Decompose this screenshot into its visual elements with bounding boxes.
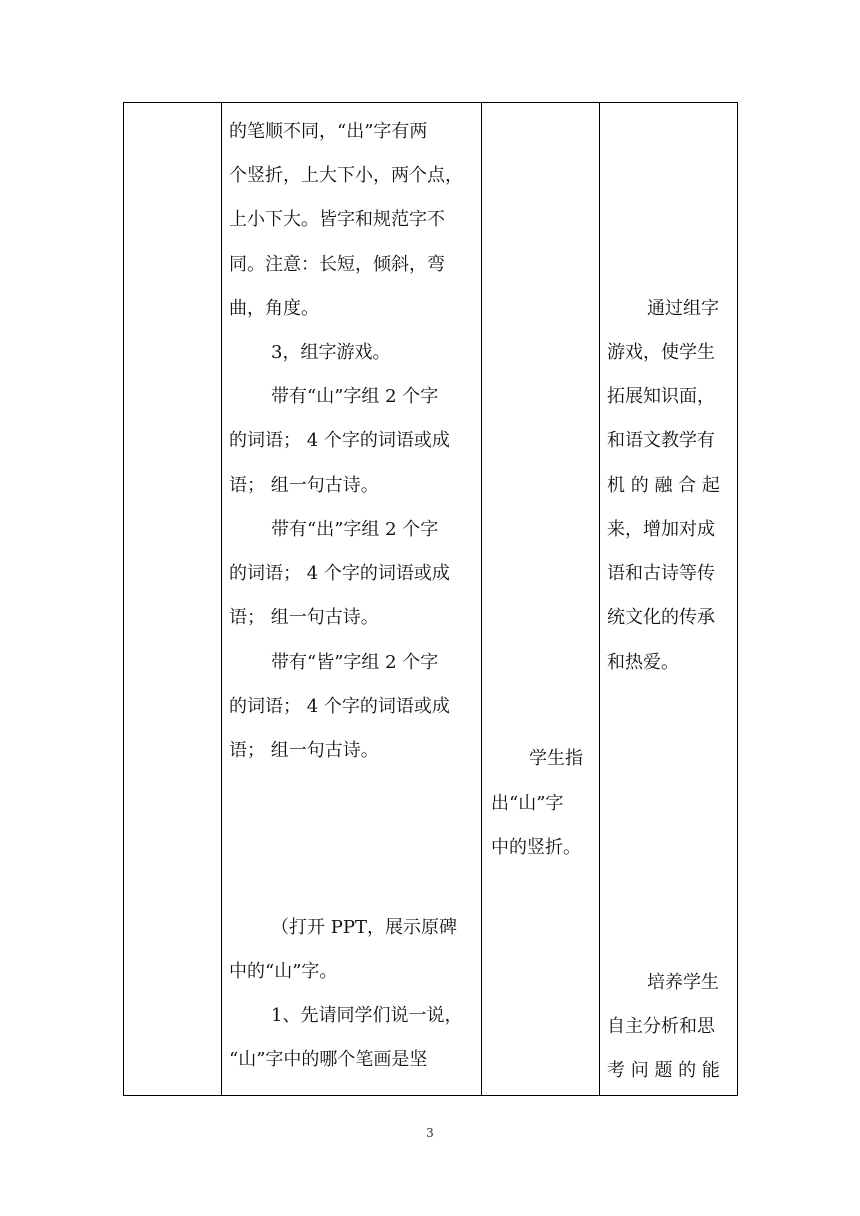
lesson-plan-table — [123, 102, 738, 1096]
student-line: 中的竖折。 — [491, 837, 581, 858]
content-line: 的词语； 4 个字的词语或成 — [229, 430, 450, 451]
content-line: 语； 组一句古诗。 — [229, 740, 379, 761]
intent-line: 来，增加对成 — [607, 519, 715, 540]
content-line: 3，组字游戏。 — [271, 342, 391, 363]
content-line: 语； 组一句古诗。 — [229, 475, 379, 496]
intent-line: 培养学生 — [647, 972, 719, 993]
content-line: 带有“出”字组 2 个字 — [271, 519, 439, 540]
content-line: 带有“山”字组 2 个字 — [271, 386, 439, 407]
content-line: 语； 组一句古诗。 — [229, 607, 379, 628]
content-line: 个竖折，上大下小，两个点， — [229, 165, 463, 186]
intent-line: 考 问 题 的 能 — [607, 1060, 720, 1081]
student-line: 学生指 — [529, 748, 583, 769]
intent-line: 统文化的传承 — [607, 607, 715, 628]
content-line: 同。注意：长短，倾斜，弯 — [229, 254, 445, 275]
intent-line: 机 的 融 合 起 — [607, 475, 720, 496]
column-divider — [481, 103, 482, 1095]
student-line: 出“山”字 — [491, 793, 564, 814]
content-line: 的词语； 4 个字的词语或成 — [229, 696, 450, 717]
content-line: 1、先请同学们说一说， — [271, 1005, 463, 1026]
content-line: 带有“皆”字组 2 个字 — [271, 652, 439, 673]
column-divider — [599, 103, 600, 1095]
content-line: 的笔顺不同，“出”字有两 — [229, 121, 428, 142]
intent-line: 拓展知识面， — [607, 386, 715, 407]
intent-line: 和语文教学有 — [607, 430, 715, 451]
intent-line: 通过组字 — [647, 298, 719, 319]
intent-line: 和热爱。 — [607, 652, 679, 673]
column-divider — [221, 103, 222, 1095]
content-line: 的词语； 4 个字的词语或成 — [229, 563, 450, 584]
intent-line: 游戏，使学生 — [607, 342, 715, 363]
page-number: 3 — [426, 1126, 434, 1140]
content-line: 上小下大。皆字和规范字不 — [229, 209, 445, 230]
content-line: （打开 PPT，展示原碑 — [271, 917, 457, 938]
content-line: 曲，角度。 — [229, 298, 319, 319]
content-line: 中的“山”字。 — [229, 961, 338, 982]
intent-line: 语和古诗等传 — [607, 563, 715, 584]
intent-line: 自主分析和思 — [607, 1016, 715, 1037]
content-line: “山”字中的哪个笔画是坚 — [229, 1049, 428, 1070]
